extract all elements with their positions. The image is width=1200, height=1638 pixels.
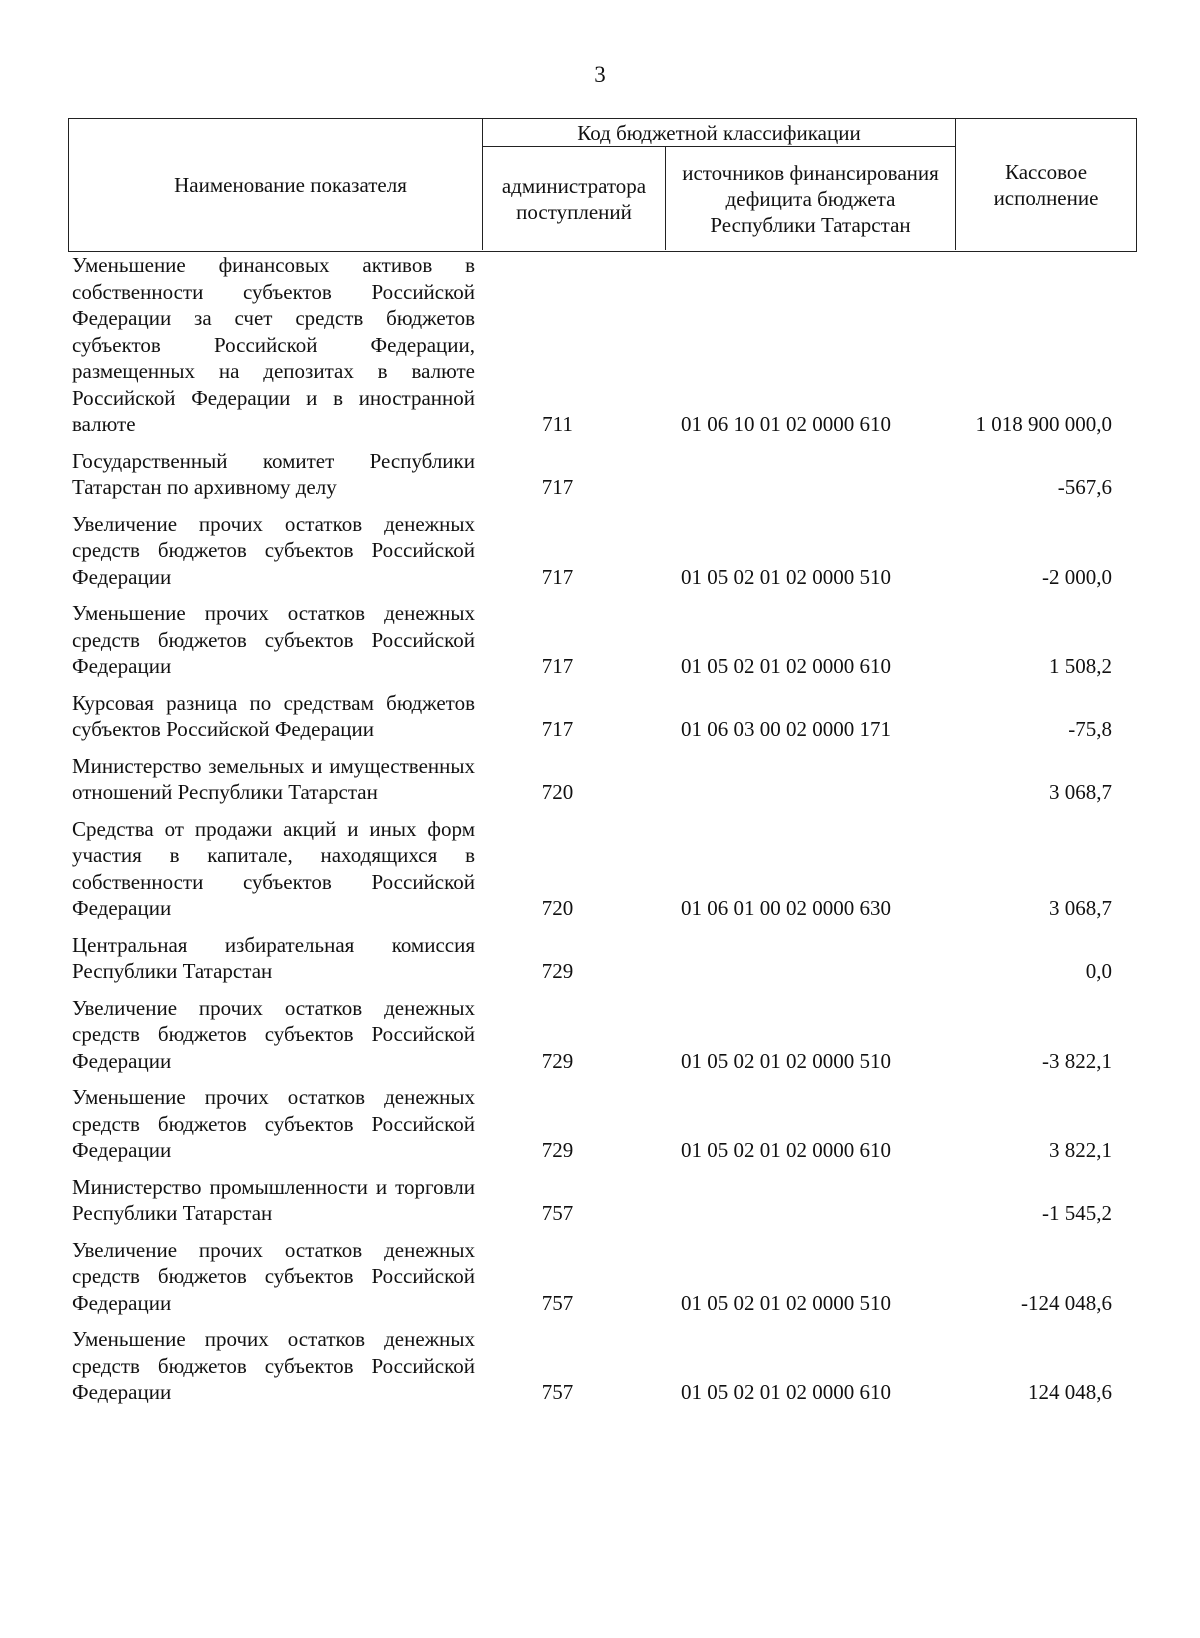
row-name: Государственный комитет Республики Татарстан по архивному делу <box>72 448 475 499</box>
row-admin: 757 <box>541 1290 574 1315</box>
table-row <box>72 816 1137 922</box>
row-code: 01 06 10 01 02 0000 610 <box>681 412 891 436</box>
table-row <box>72 753 1137 806</box>
table-row <box>72 448 1137 501</box>
row-name: Министерство промышленности и торговли Республики Татарстан <box>72 1174 475 1225</box>
table-row <box>72 1326 1137 1406</box>
row-code: 01 05 02 01 02 0000 510 <box>681 564 891 589</box>
table-row <box>72 932 1137 985</box>
header-name: Наименование показателя <box>69 119 483 250</box>
header-execution <box>956 119 1136 250</box>
row-admin: 757 <box>541 1380 574 1404</box>
table-row <box>72 511 1137 591</box>
row-value: 1 018 900 000,0 <box>975 412 1112 436</box>
row-admin: 717 <box>541 654 574 678</box>
row-name: Курсовая разница по средствам бюджетов субъектов Российской Федерации <box>72 690 475 741</box>
page-number: 3 <box>594 62 606 87</box>
row-admin: 729 <box>541 1048 574 1073</box>
table-row <box>72 252 1137 438</box>
row-value: -75,8 <box>1068 717 1112 741</box>
row-admin: 717 <box>541 475 574 499</box>
row-code: 01 05 02 01 02 0000 610 <box>681 1138 891 1162</box>
row-code: 01 06 03 00 02 0000 171 <box>681 717 891 741</box>
row-name: Центральная избирательная комиссия Республики Татарстан <box>72 932 475 983</box>
table-row <box>72 600 1137 680</box>
row-value: -124 048,6 <box>1021 1290 1112 1315</box>
row-code: 01 05 02 01 02 0000 510 <box>681 1048 891 1073</box>
row-name: Уменьшение прочих остатков денежных средств бюджетов субъектов Российской Федерации <box>72 601 475 678</box>
row-code: 01 05 02 01 02 0000 510 <box>681 1290 891 1315</box>
table-row <box>72 690 1137 743</box>
row-code: 01 05 02 01 02 0000 610 <box>681 654 891 678</box>
header-admin <box>483 147 666 250</box>
row-admin: 720 <box>541 896 574 920</box>
row-admin: 757 <box>541 1201 574 1225</box>
table-row <box>72 995 1137 1075</box>
header-source <box>666 147 956 250</box>
row-admin: 717 <box>541 564 574 589</box>
row-name: Увеличение прочих остатков денежных средств бюджетов субъектов Российской Федерации <box>72 511 475 589</box>
row-value: 3 822,1 <box>1049 1138 1112 1162</box>
row-code: 01 06 01 00 02 0000 630 <box>681 896 891 920</box>
row-admin: 729 <box>541 959 574 983</box>
table-row <box>72 1237 1137 1317</box>
row-value: 1 508,2 <box>1049 654 1112 678</box>
table-row <box>72 1174 1137 1227</box>
row-admin: 711 <box>542 412 573 436</box>
row-admin: 729 <box>541 1138 574 1162</box>
row-value: 3 068,7 <box>1049 780 1112 804</box>
header-code-group: Код бюджетной классификации <box>483 119 956 147</box>
row-value: 0,0 <box>1085 959 1112 983</box>
row-name: Увеличение прочих остатков денежных средств бюджетов субъектов Российской Федерации <box>72 995 475 1073</box>
row-name: Увеличение прочих остатков денежных средств бюджетов субъектов Российской Федерации <box>72 1237 475 1315</box>
row-code: 01 05 02 01 02 0000 610 <box>681 1380 891 1404</box>
row-admin: 717 <box>541 717 574 741</box>
row-name: Уменьшение прочих остатков денежных средств бюджетов субъектов Российской Федерации <box>72 1085 475 1162</box>
row-value: -567,6 <box>1057 475 1112 499</box>
header-execution-label: Кассовое исполнение <box>993 159 1099 210</box>
row-value: -2 000,0 <box>1042 564 1112 589</box>
row-name: Уменьшение прочих остатков денежных средств бюджетов субъектов Российской Федерации <box>72 1327 475 1404</box>
row-name: Средства от продажи акций и иных форм участия в капитале, находящихся в собственности субъектов Российской Федерации <box>72 816 475 920</box>
row-name: Уменьшение финансовых активов в собственности субъектов Российской Федерации за счет средств бюджетов субъектов Российской Федерации, размещенных на депозитах в валюте Российской Федерации и в иностранной валюте <box>72 253 475 436</box>
row-value: -1 545,2 <box>1042 1201 1112 1225</box>
row-value: 124 048,6 <box>1028 1380 1112 1404</box>
row-admin: 720 <box>541 780 574 804</box>
row-value: -3 822,1 <box>1042 1048 1112 1073</box>
table-header <box>68 118 1137 252</box>
table-body <box>72 252 1137 1416</box>
header-admin-label: администратора поступлений <box>501 173 647 224</box>
table-row <box>72 1084 1137 1164</box>
row-name: Министерство земельных и имущественных отношений Республики Татарстан <box>72 753 475 804</box>
row-value: 3 068,7 <box>1049 896 1112 920</box>
header-source-label: источников финансирования дефицита бюджета Республики Татарстан <box>682 160 939 237</box>
